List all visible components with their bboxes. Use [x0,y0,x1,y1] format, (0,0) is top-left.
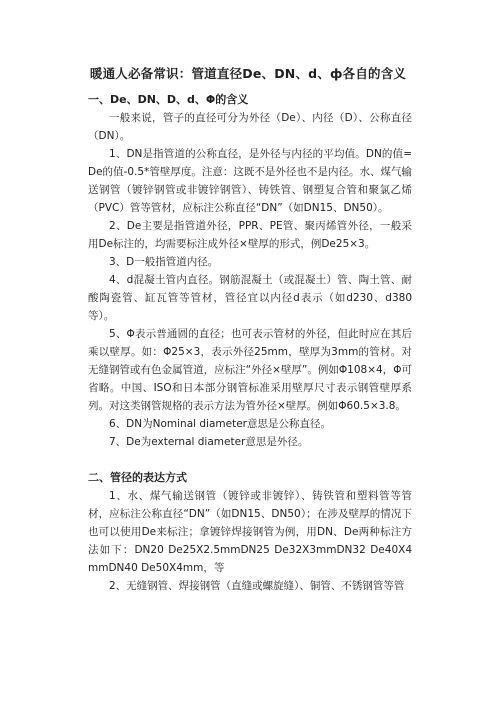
paragraph: 2、无缝钢管、焊接钢管（直缝或螺旋缝）、铜管、不锈钢管等管 [109,580,405,592]
document-body [88,91,412,595]
paragraph: 一般来说，管子的直径可分为外径（De）、内径（D）、公称直径（DN）。 [88,112,412,142]
paragraph: 1、水、煤气输送钢管（镀锌或非镀锌）、铸铁管和塑料管等管材，应标注公称直径“DN”（如DN15、DN50）；在涉及壁厚的情况下也可以使用De来标注；拿镀锌焊接钢管为例，用DN、De两种标注方法如下：DN20 De25X2.5mmDN25 De32X3mmDN32 De40X4mmDN40 De50X4mm，等 [88,490,412,574]
section-2 [88,469,412,595]
section-gap [88,451,412,469]
paragraph: 3、D一般指管道内径。 [109,256,219,268]
section-1 [88,91,412,451]
paragraph: 4、d混凝土管内直径。钢筋混凝土（或混凝土）管、陶土管、耐酸陶瓷管、缸瓦管等管材，管径宜以内径d表示（如d230、d380等）。 [88,274,412,322]
paragraph: 6、DN为Nominal diameter意思是公称直径。 [109,418,331,430]
paragraph: 7、De为external diameter意思是外径。 [109,436,309,448]
document-title: 暖通人必备常识：管道直径De、DN、d、ф各自的含义 [89,66,407,81]
paragraph: 1、DN是指管道的公称直径，是外径与内径的平均值。DN的值=De的值-0.5*管壁厚度。注意：这既不是外径也不是内径。水、煤气输送钢管（镀锌钢管或非镀锌钢管）、铸铁管、钢塑复合管和聚氯乙烯（PVC）管等管材，应标注公称直径“DN”（如DN15、DN50）。 [88,148,412,214]
section-heading: 二、管径的表达方式 [88,471,187,484]
paragraph: 2、De主要是指管道外径，PPR、PE管、聚丙烯管外径，一般采用De标注的，均需要标注成外径×壁厚的形式，例De25×3。 [88,220,412,250]
section-heading: 一、De、DN、D、d、Φ的含义 [88,93,249,106]
paragraph: 5、Φ表示普通圆的直径；也可表示管材的外径，但此时应在其后乘以壁厚。如：Φ25×3，表示外径25mm，壁厚为3mm的管材。对无缝钢管或有色金属管道，应标注“外径×壁厚”。例如Φ108×4，Φ可省略。中国、ISO和日本部分钢管标准采用壁厚尺寸表示钢管壁厚系列。对这类钢管规格的表示方法为管外径×壁厚。例如Φ60.5×3.8。 [88,328,412,412]
